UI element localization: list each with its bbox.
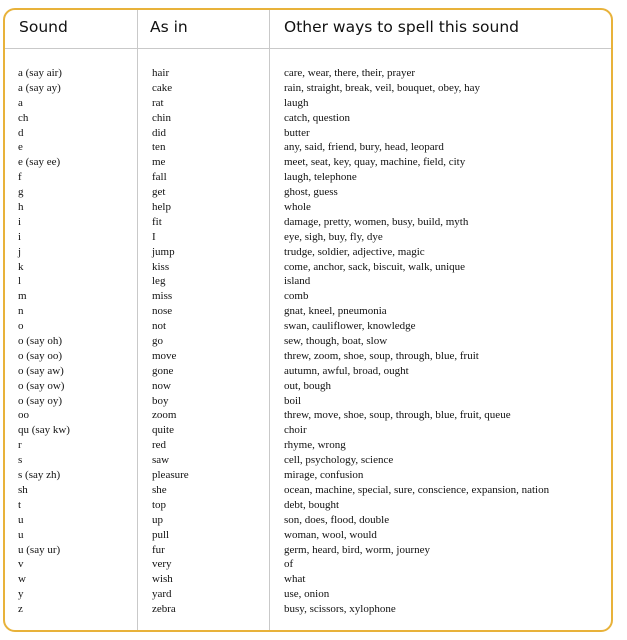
example-word-cell: chin bbox=[152, 111, 171, 124]
example-word-cell: wish bbox=[152, 573, 173, 586]
example-word-cell: leg bbox=[152, 275, 166, 288]
example-word-cell: cake bbox=[152, 81, 173, 94]
alternative-spellings-cell: laugh, telephone bbox=[284, 171, 357, 184]
example-word-cell: saw bbox=[152, 454, 170, 467]
table-row bbox=[5, 319, 611, 334]
table-row bbox=[5, 513, 611, 528]
sound-cell: o (say oy) bbox=[18, 394, 62, 407]
table-row bbox=[5, 111, 611, 126]
sound-cell: qu (say kw) bbox=[18, 424, 70, 437]
example-word-cell: red bbox=[152, 439, 167, 452]
alternative-spellings-cell: use, onion bbox=[284, 588, 330, 601]
alternative-spellings-cell: cell, psychology, science bbox=[284, 454, 394, 467]
alternative-spellings-cell: sew, though, boat, slow bbox=[284, 335, 388, 348]
sound-cell: a (say air) bbox=[18, 67, 62, 79]
alternative-spellings-cell: laugh bbox=[284, 96, 309, 109]
example-word-cell: fur bbox=[152, 543, 165, 556]
example-word-cell: zebra bbox=[152, 603, 176, 616]
table-row bbox=[5, 304, 611, 319]
sound-cell: o bbox=[18, 320, 24, 333]
header-other-spellings: Other ways to spell this sound bbox=[284, 18, 520, 36]
sound-cell: e (say ee) bbox=[18, 156, 61, 169]
example-word-cell: yard bbox=[152, 588, 172, 601]
sound-cell: r bbox=[18, 439, 22, 452]
table-row bbox=[5, 423, 611, 438]
spelling-table bbox=[3, 8, 613, 632]
alternative-spellings-cell: butter bbox=[284, 126, 310, 139]
example-word-cell: fall bbox=[152, 171, 167, 184]
alternative-spellings-cell: threw, zoom, shoe, soup, through, blue, fruit bbox=[284, 349, 479, 362]
alternative-spellings-cell: gnat, kneel, pneumonia bbox=[284, 305, 387, 318]
alternative-spellings-cell: what bbox=[284, 573, 306, 586]
table-row bbox=[5, 602, 611, 617]
alternative-spellings-cell: trudge, soldier, adjective, magic bbox=[284, 245, 425, 258]
alternative-spellings-cell: whole bbox=[284, 201, 311, 214]
example-word-cell: I bbox=[152, 230, 156, 243]
example-word-cell: rat bbox=[152, 96, 164, 109]
header-as-in: As in bbox=[150, 18, 188, 36]
example-word-cell: nose bbox=[152, 305, 173, 318]
sound-cell: o (say ow) bbox=[18, 379, 65, 392]
alternative-spellings-cell: any, said, friend, bury, head, leopard bbox=[284, 141, 444, 154]
table-row bbox=[5, 572, 611, 587]
example-word-cell: did bbox=[152, 126, 167, 139]
sound-cell: i bbox=[18, 215, 22, 228]
example-word-cell: hair bbox=[152, 67, 170, 79]
sound-cell: u (say ur) bbox=[18, 543, 61, 556]
table-row bbox=[5, 349, 611, 364]
example-word-cell: up bbox=[152, 513, 163, 526]
example-word-cell: miss bbox=[152, 290, 173, 303]
example-word-cell: get bbox=[152, 186, 166, 199]
header-sound: Sound bbox=[19, 18, 68, 36]
alternative-spellings-cell: out, bough bbox=[284, 379, 332, 392]
sound-cell: h bbox=[18, 201, 24, 214]
sound-cell: v bbox=[18, 558, 24, 571]
table-row bbox=[5, 468, 611, 483]
alternative-spellings-cell: eye, sigh, buy, fly, dye bbox=[284, 230, 383, 243]
sound-cell: n bbox=[18, 305, 24, 318]
table-row bbox=[5, 483, 611, 498]
alternative-spellings-cell: mirage, confusion bbox=[284, 469, 364, 482]
sound-cell: g bbox=[18, 186, 24, 199]
example-word-cell: zoom bbox=[152, 409, 177, 422]
example-word-cell: not bbox=[152, 320, 167, 333]
sound-cell: i bbox=[18, 230, 22, 243]
alternative-spellings-cell: of bbox=[284, 558, 294, 571]
alternative-spellings-cell: son, does, flood, double bbox=[284, 513, 390, 526]
sound-cell: oo bbox=[18, 409, 29, 422]
alternative-spellings-cell: catch, question bbox=[284, 111, 350, 124]
example-word-cell: now bbox=[152, 379, 171, 392]
alternative-spellings-cell: damage, pretty, women, busy, build, myth bbox=[284, 215, 469, 228]
example-word-cell: quite bbox=[152, 424, 174, 437]
sound-cell: a bbox=[18, 96, 23, 109]
example-word-cell: go bbox=[152, 335, 163, 348]
sound-cell: o (say aw) bbox=[18, 364, 64, 377]
table-row bbox=[5, 274, 611, 289]
alternative-spellings-cell: island bbox=[284, 275, 311, 288]
example-word-cell: boy bbox=[152, 394, 169, 407]
example-word-cell: jump bbox=[152, 245, 175, 258]
alternative-spellings-cell: woman, wool, would bbox=[284, 528, 377, 541]
table-row bbox=[5, 185, 611, 200]
alternative-spellings-cell: threw, move, shoe, soup, through, blue, fruit, queue bbox=[284, 409, 511, 422]
sound-cell: s bbox=[18, 454, 23, 467]
example-word-cell: very bbox=[152, 558, 172, 571]
example-word-cell: gone bbox=[152, 364, 174, 377]
sound-cell: w bbox=[18, 573, 26, 586]
sound-cell: t bbox=[18, 498, 22, 511]
sound-cell: o (say oh) bbox=[18, 335, 62, 348]
alternative-spellings-cell: comb bbox=[284, 290, 309, 303]
example-word-cell: pleasure bbox=[152, 469, 189, 482]
example-word-cell: ten bbox=[152, 141, 166, 154]
table-row bbox=[5, 245, 611, 260]
alternative-spellings-cell: ghost, guess bbox=[284, 186, 338, 199]
sound-cell: d bbox=[18, 126, 24, 139]
table-row bbox=[5, 200, 611, 215]
table-row bbox=[5, 260, 611, 275]
table-row bbox=[5, 66, 611, 81]
sound-cell: a (say ay) bbox=[18, 81, 61, 94]
alternative-spellings-cell: debt, bought bbox=[284, 498, 339, 511]
table-row bbox=[5, 408, 611, 423]
alternative-spellings-cell: rain, straight, break, veil, bouquet, obey, hay bbox=[284, 81, 481, 94]
alternative-spellings-cell: care, wear, there, their, prayer bbox=[284, 67, 416, 79]
example-word-cell: kiss bbox=[152, 260, 170, 273]
example-word-cell: help bbox=[152, 201, 171, 214]
sound-cell: z bbox=[18, 603, 23, 616]
sound-cell: k bbox=[18, 260, 24, 273]
table-row bbox=[5, 543, 611, 558]
example-word-cell: she bbox=[152, 483, 167, 496]
sound-cell: u bbox=[18, 528, 24, 541]
sound-cell: ch bbox=[18, 111, 29, 124]
alternative-spellings-cell: ocean, machine, special, sure, conscience, expansion, nation bbox=[284, 483, 550, 496]
alternative-spellings-cell: come, anchor, sack, biscuit, walk, unique bbox=[284, 260, 466, 273]
table-row bbox=[5, 170, 611, 185]
table-row bbox=[5, 379, 611, 394]
sound-cell: s (say zh) bbox=[18, 469, 61, 482]
table-row bbox=[5, 96, 611, 111]
table-row bbox=[5, 587, 611, 602]
table-header bbox=[5, 10, 611, 49]
table-row bbox=[5, 230, 611, 245]
sound-cell: o (say oo) bbox=[18, 349, 62, 362]
example-word-cell: move bbox=[152, 349, 177, 362]
alternative-spellings-cell: busy, scissors, xylophone bbox=[284, 603, 396, 616]
sound-cell: u bbox=[18, 513, 24, 526]
sound-cell: sh bbox=[18, 483, 28, 496]
sound-cell: e bbox=[18, 141, 23, 154]
alternative-spellings-cell: germ, heard, bird, worm, journey bbox=[284, 543, 431, 556]
sound-cell: l bbox=[18, 275, 22, 288]
table-row bbox=[5, 364, 611, 379]
table-row bbox=[5, 557, 611, 572]
table-row bbox=[5, 140, 611, 155]
table-row bbox=[5, 453, 611, 468]
alternative-spellings-cell: meet, seat, key, quay, machine, field, city bbox=[284, 156, 466, 169]
table-row bbox=[5, 81, 611, 96]
table-row bbox=[5, 215, 611, 230]
table-row bbox=[5, 155, 611, 170]
table-row bbox=[5, 528, 611, 543]
table-row bbox=[5, 498, 611, 513]
example-word-cell: fit bbox=[152, 215, 162, 228]
table-row bbox=[5, 394, 611, 409]
alternative-spellings-cell: rhyme, wrong bbox=[284, 439, 346, 452]
table-body bbox=[5, 66, 611, 617]
sound-cell: f bbox=[18, 171, 22, 184]
table-row bbox=[5, 438, 611, 453]
sound-cell: j bbox=[18, 245, 22, 258]
sound-cell: y bbox=[18, 588, 24, 601]
alternative-spellings-cell: boil bbox=[284, 394, 302, 407]
example-word-cell: top bbox=[152, 498, 167, 511]
sound-cell: m bbox=[18, 290, 27, 303]
alternative-spellings-cell: autumn, awful, broad, ought bbox=[284, 364, 409, 377]
table-row bbox=[5, 289, 611, 304]
alternative-spellings-cell: swan, cauliflower, knowledge bbox=[284, 320, 416, 333]
alternative-spellings-cell: choir bbox=[284, 424, 307, 437]
table-row bbox=[5, 334, 611, 349]
example-word-cell: me bbox=[152, 156, 166, 169]
example-word-cell: pull bbox=[152, 528, 170, 541]
table-row bbox=[5, 126, 611, 141]
